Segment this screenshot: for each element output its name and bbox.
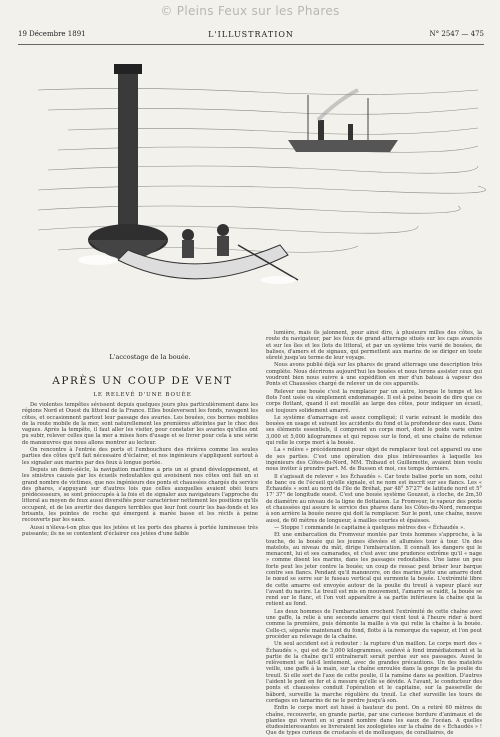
paragraph: Les deux hommes de l'embarcation crochent l'extrémité de cette chaîne avec une gaffe, la relie à une seconde amarre qui vient tout à l'heure rider à bord comme la première, puis démonte la maille à vis qui relie la chaîne à la bouée. Celle-ci, séparée maintenant du fond, flotte à la remorque du vapeur, et l'on peut procéder au relevage de la chaîne. — [266, 608, 482, 640]
left-column — [22, 402, 258, 672]
header-rule — [18, 44, 484, 45]
right-column — [266, 330, 482, 737]
illustration-caption: L'accostage de la bouée. — [109, 353, 191, 361]
paragraph: Un seul accident est à redouter : la rupture d'un maillon. Le corps mort des « Échaudés », qui est de 3,000 kilogrammes, soulevé à fond immédiatement et la partie de la chaîne qu'il entraînerait serait perdue sur ses passages. Aussi le relèvement se fait-il lentement, avec de grandes précautions. Un des matelots veille, une gaffe à la main, sur la chaîne enroulée dans la gorge de la poulie du treuil. Si elle sort de l'axe de cette poulie, il la ramène dans sa position. D'autres l'aident le pont en fer et à mesure qu'elle se dévide. A l'avant, le conducteur des ponts et chaussées conduit l'opération et le capitaine, sur la passerelle de bâbord, surveille la marche régulière du treuil. Le chef surveille les tours de cordages en tamarins de ne le perdre jusqu'à son. — [266, 641, 482, 704]
article-title: APRÈS UN COUP DE VENT — [52, 375, 233, 387]
paragraph: Le système d'amarrage est assez compliqué; il varie suivant le modèle des bouées en usage et suivant les accidents du fond et la profondeur des eaux. Dans ses éléments essentiels, il comprend un corps mort, dont le poids varie entre 3,000 et 5,000 kilogrammes et qui repose sur le fond, et une chaîne de retenue qui relie le corps mort à la bouée. — [266, 414, 482, 447]
paragraph: De violentes tempêtes sévissent depuis quelques jours plus particulièrement dans les régions Nord et Ouest du littoral de la France. Elles bouleversent les fonds, ravagent les côtes, et occasionnent partout leur passage des avaries. Les bouées, ces bornes mobiles de la route mobile de la mer, sont naturellement les premières atteintes par le choc des vagues. Après la tempête, il faut aller les visiter, pour constater les avaries qu'elles ont pu subir, relever celles que la mer a mises hors d'usage et se livrer pour cela à une série de manœuvres que nous allons montrer au lecteur. — [22, 402, 258, 446]
paragraph: Relever une bouée c'est la remplacer par un autre, lorsque le temps et les flots l'ont usée ou simplement endommagée. Il est à peine besoin de dire que ce corps flottant, quand il est mouillé au large des côtes, pour indiquer un écueil, est toujours solidement amarré. — [266, 388, 482, 414]
article-subtitle: LE RELEVÉ D'UNE BOUÉE — [93, 392, 192, 398]
page-header — [18, 30, 484, 42]
illustration — [18, 50, 484, 318]
paragraph: Et une embarcation du Fromveur montée par trois hommes s'approche, à la touche, de la bouée qui les jeunes élevées et allumées tour à tour. Un des matelots, au niveau du mât, dirige l'embarcation. Il connaît les dangers qui le menacent, lui et ses camarades, et c'est avec une prudence extrême qu'il « nage » comme disent les marins, dans les passages redoutables. Une lame un peu forte peut les jeter contre la bouée; un coup de ressac peut briser leur barque contre ses flancs. Pendant qu'il manœuvre, on des marins jette une amarre dont le nœud se serre sur le fuseau vertical qui surmonte la bouée. L'extrémité libre de cette amarre est envoyée autour de la poulie du treuil à vapeur placé sur l'avant du navire. Le treuil est mis en mouvement, l'amarre se raidit, la bouée se rend sur le flanc, et l'on voit apparaître à sa partie inférieure la chaîne qui la retient au fond. — [266, 532, 482, 608]
watermark: © Pleins Feux sur les Phares — [160, 4, 340, 18]
header-journal: L'ILLUSTRATION — [208, 30, 294, 39]
paragraph: — Stoppe ! commande le capitaine à quelques mètres des « Échaudés ». — [274, 524, 465, 531]
paragraph: On rencontre à l'entrée des ports et l'embouchure des rivières comme les seules parties des côtes qu'il fait nécessaire d'éclairer, et nos ingénieurs s'appliquent surtout à les signaler aux marins par des feux à longue portée. — [22, 447, 258, 466]
header-issue: N° 2547 — 475 — [429, 30, 484, 38]
header-date: 19 Décembre 1891 — [18, 30, 86, 38]
paragraph: lumière, mais ils jalonnent, pour ainsi dire, à plusieurs milles des côtes, la route du navigateur, par les feux de grand atterrage situés sur les caps avancés et sur les îles et les îlots du littoral, et par un système très varié de bouées, de balises, d'amers et de signaux, qui permettent aux marins de se diriger en toute sûreté jusqu'au terme de leur voyage. — [266, 330, 482, 362]
paragraph: Aussi n'éleva-t-on plus que les jetées et les ports des phares à portée lumineuse très puissante; ils ne se contentent d'éclairer ces jetées d'une faible — [22, 524, 258, 537]
paragraph: Enfin le corps mort est hissé à hauteur du pont. On a retiré 60 mètres de chaîne, recouverte, en grande partie, par une curieuse bordure d'animaux et de plantes qui vivent en si grand nombre dans les eaux de l'océan. A quelles étudesinteressantes se livreraient les zoologistes sur la chaîne de « Échaudés » ! Que de types curieux de crustacés et de mollusques, de coralliaires, de — [266, 705, 482, 737]
paragraph: Nous avons publié déjà sur les phares de grand atterrage une description très complète. Nous décrirons aujourd'hui les bouées et nous ferons assister ceux qui voudront bien nous suivre à une expédition en mer d'un bateau à vapeur des Ponts et Chaussées chargé de relever un de ces appareils. — [266, 362, 482, 388]
paragraph: Il s'agissait de relever « les Échaudés ». Car toute balise porte un nom, celui de banc ou de l'écueil qu'elle signale, et ne nom est inscrit sur ses flancs. Les « Échaudés » sont au nord de l'île de Bréhat, par 48° 57'27" de latitude nord et 5° 17' 37" de longitude ouest. C'est une bouée système Gouzest, à cloche, de 2m,30 de diamètre au niveau de la ligne de flottaison. Le Fromveur, le vapeur des ponts et chaussées qui assure le service des phares dans les Côtes-du-Nord, remorque à son arrière la bouée neuve qui doit la remplacer. Sur le pont, une chaîne, neuve aussi, de 60 mètres de longueur, à mailles courtes et épaisses. — [266, 473, 482, 524]
paragraph: La « relève » précédemment pour objet de remplacer tout cet appareil ou une de ses parties. C'est une opération des plus intéressantes à laquelle les ingénieurs des Côtes-du-Nord, MM. Thibaud et Guillemette, avaient bien voulu nous inviter à prendre part. M. de Bussen et moi, ces temps derniers. — [266, 447, 482, 473]
paragraph: Depuis un demi-siècle, la navigation maritime a pris un si grand développement, et les sinistres causés par les écueils redoutables qui avoisinent nos côtes ont fait un si grand nombre de victimes, que nos ingénieurs des ponts et chaussées chargés du service des phares, s'appuyant sur d'autres lois que celles auxquelles avaient obéi leurs prédécesseurs, se sont préoccupés à la fois et de signaler aux navigateurs l'approche du littoral au moyen de feux aussi diversifiés pour caractériser nettement les positions qu'ils occupent, et de les avertir des dangers terribles que leur font courir les bas-fonds et les brisants, les pointes de roche qui émergent à marée basse et les récifs à peine recouverts par les eaux. — [22, 466, 258, 524]
